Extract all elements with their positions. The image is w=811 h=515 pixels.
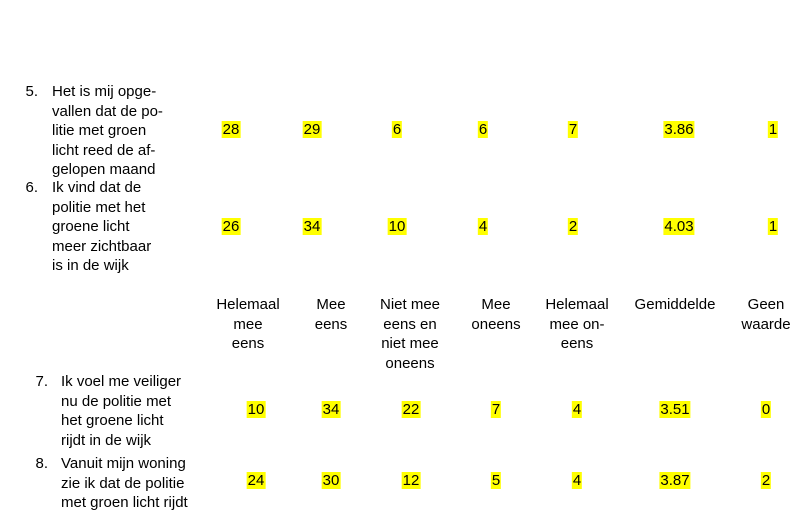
q8-value-neutraal: 12 <box>402 472 420 489</box>
q6-value-helemaal-mee-oneens: 2 <box>568 218 578 235</box>
question-6-line: meer zichtbaar <box>52 237 152 255</box>
q5-value-gemiddelde: 3.86 <box>664 121 694 138</box>
q8-value-mee-eens: 30 <box>322 472 340 489</box>
header-line: eens <box>560 335 594 352</box>
q8-value-mee-oneens: 5 <box>491 472 501 489</box>
q6-value-helemaal-mee-eens: 26 <box>222 218 240 235</box>
header-line: Gemiddelde <box>634 296 716 313</box>
q7-value-neutraal: 22 <box>402 401 420 418</box>
q8-value-helemaal-mee-oneens: 4 <box>572 472 582 489</box>
question-6-line: politie met het <box>52 198 146 216</box>
question-7-number: 7. <box>35 373 48 390</box>
q6-value-gemiddelde: 4.03 <box>664 218 694 235</box>
q7-value-mee-oneens: 7 <box>491 401 501 418</box>
question-5-line: licht reed de af- <box>52 141 156 159</box>
question-8-line: Vanuit mijn woning <box>61 455 186 472</box>
question-6-text <box>52 178 151 276</box>
header-line: Geen <box>747 296 785 313</box>
header-line: waarde <box>741 315 791 333</box>
question-8-number: 8. <box>35 455 48 472</box>
question-8-text <box>61 454 188 513</box>
q7-value-geen-waarde: 0 <box>761 401 771 418</box>
q8-value-geen-waarde: 2 <box>761 472 771 489</box>
question-5-line: Het is mij opge- <box>52 83 157 100</box>
q7-value-mee-eens: 34 <box>322 401 340 418</box>
q5-value-neutraal: 6 <box>392 121 402 138</box>
column-header-mee-eens <box>315 295 348 334</box>
header-line: Niet mee <box>379 296 441 313</box>
question-7-line: Ik voel me veiliger <box>61 373 182 390</box>
header-line: oneens <box>385 354 435 372</box>
q5-value-helemaal-mee-oneens: 7 <box>568 121 578 138</box>
header-line: Helemaal <box>545 296 609 313</box>
q7-value-helemaal-mee-oneens: 4 <box>572 401 582 418</box>
header-line: mee <box>233 315 263 333</box>
question-7-line: het groene licht <box>61 412 164 429</box>
q6-value-geen-waarde: 1 <box>768 218 778 235</box>
q7-value-helemaal-mee-eens: 10 <box>247 401 265 418</box>
q5-value-geen-waarde: 1 <box>768 121 778 138</box>
q5-value-mee-oneens: 6 <box>478 121 488 138</box>
question-7-line: rijdt in de wijk <box>61 431 152 449</box>
header-line: eens <box>314 315 348 333</box>
question-8-line: zie ik dat de politie <box>61 474 185 492</box>
column-header-helemaal-mee-oneens <box>545 295 608 354</box>
question-5-line: gelopen maand <box>52 161 156 178</box>
q6-value-neutraal: 10 <box>388 218 406 235</box>
header-line: niet mee <box>381 335 439 352</box>
question-6-number: 6. <box>25 179 38 196</box>
q7-value-gemiddelde: 3.51 <box>660 401 690 418</box>
q6-value-mee-oneens: 4 <box>478 218 488 235</box>
question-5-line: vallen dat de po- <box>52 102 163 120</box>
q5-value-helemaal-mee-eens: 28 <box>222 121 240 138</box>
header-line: eens en <box>383 315 437 333</box>
column-header-neutraal <box>380 295 440 373</box>
header-line: oneens <box>471 315 521 333</box>
header-line: eens <box>231 335 265 352</box>
column-header-geen-waarde <box>741 295 790 334</box>
question-8-line: met groen licht rijdt <box>61 494 188 511</box>
header-line: Helemaal <box>216 296 280 313</box>
column-header-mee-oneens <box>471 295 520 334</box>
question-6-line: is in de wijk <box>52 257 129 274</box>
column-header-gemiddelde <box>635 295 716 315</box>
question-5-line: litie met groen <box>52 122 147 139</box>
header-line: mee on- <box>549 315 605 333</box>
q6-value-mee-eens: 34 <box>303 218 321 235</box>
header-line: Mee <box>316 296 346 313</box>
header-line: Mee <box>481 296 511 313</box>
question-5-number: 5. <box>25 83 38 100</box>
question-5-text <box>52 82 163 180</box>
column-header-helemaal-mee-eens <box>216 295 279 354</box>
q5-value-mee-eens: 29 <box>303 121 321 138</box>
question-6-line: Ik vind dat de <box>52 179 142 196</box>
question-7-line: nu de politie met <box>61 392 172 410</box>
question-6-line: groene licht <box>52 218 130 235</box>
q8-value-gemiddelde: 3.87 <box>660 472 690 489</box>
question-7-text <box>61 372 181 450</box>
q8-value-helemaal-mee-eens: 24 <box>247 472 265 489</box>
